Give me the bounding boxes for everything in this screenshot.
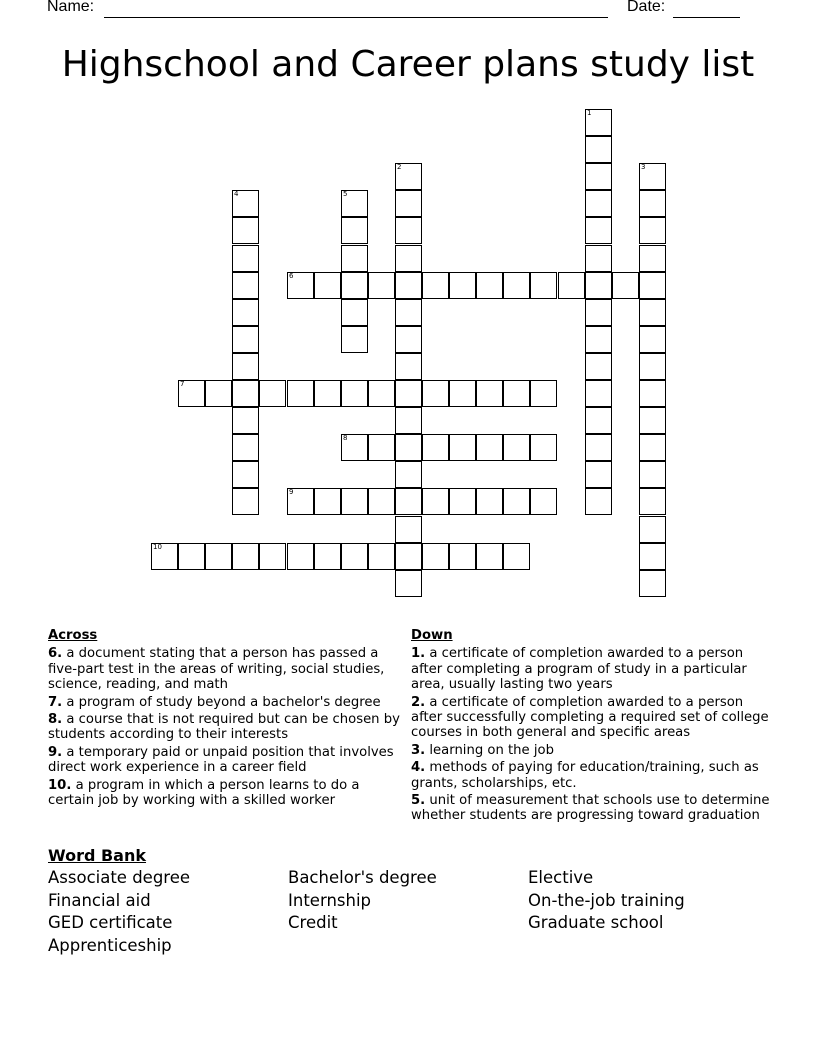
down-clue <box>411 695 771 741</box>
crossword-cell[interactable] <box>639 163 666 190</box>
crossword-cell[interactable] <box>395 407 422 434</box>
crossword-cell[interactable] <box>341 217 368 244</box>
crossword-cell[interactable] <box>476 434 503 461</box>
clue-number: 9. <box>48 744 63 760</box>
crossword-cell[interactable] <box>422 543 449 570</box>
crossword-cell[interactable] <box>476 488 503 515</box>
crossword-cell[interactable] <box>395 299 422 326</box>
clue-number-label: 4 <box>234 190 239 198</box>
crossword-cell[interactable] <box>503 380 530 407</box>
crossword-cell[interactable] <box>503 272 530 299</box>
crossword-cell[interactable] <box>395 245 422 272</box>
crossword-cell[interactable] <box>259 543 286 570</box>
crossword-cell[interactable] <box>422 434 449 461</box>
crossword-cell[interactable] <box>368 543 395 570</box>
crossword-cell[interactable] <box>232 461 259 488</box>
word-bank-item: Apprenticeship <box>48 935 172 955</box>
crossword-cell[interactable] <box>585 326 612 353</box>
crossword-cell[interactable] <box>639 516 666 543</box>
crossword-cell[interactable] <box>395 461 422 488</box>
crossword-cell[interactable] <box>612 272 639 299</box>
crossword-cell[interactable] <box>639 217 666 244</box>
word-bank-item: Credit <box>288 913 338 933</box>
crossword-cell[interactable] <box>422 488 449 515</box>
crossword-cell[interactable] <box>639 461 666 488</box>
crossword-cell[interactable] <box>530 434 557 461</box>
crossword-cell[interactable] <box>530 488 557 515</box>
across-clue <box>48 778 400 809</box>
clue-text: a certificate of completion awarded to a person after completing a program of study in a particular area, usually lasting two years <box>411 646 747 693</box>
clue-text: a document stating that a person has passed a five-part test in the areas of writing, social studies, science, reading, and math <box>48 646 385 693</box>
clue-text: a course that is not required but can be chosen by students according to their interests <box>48 712 400 743</box>
crossword-cell[interactable] <box>585 217 612 244</box>
clue-number: 1. <box>411 646 426 662</box>
crossword-cell[interactable] <box>178 380 205 407</box>
clue-text: a program in which a person learns to do a certain job by working with a skilled worker <box>48 777 360 809</box>
crossword-cell[interactable] <box>287 272 314 299</box>
crossword-cell[interactable] <box>395 488 422 515</box>
crossword-cell[interactable] <box>287 488 314 515</box>
clue-text: unit of measurement that schools use to determine whether students are progressing toward graduation <box>411 793 770 824</box>
crossword-cell[interactable] <box>639 326 666 353</box>
crossword-cell[interactable] <box>449 543 476 570</box>
crossword-cell[interactable] <box>341 326 368 353</box>
crossword-cell[interactable] <box>287 543 314 570</box>
word-bank-item: Graduate school <box>528 913 664 933</box>
word-bank-column-1 <box>48 867 190 957</box>
crossword-cell[interactable] <box>232 434 259 461</box>
crossword-cell[interactable] <box>341 543 368 570</box>
crossword-cell[interactable] <box>287 380 314 407</box>
clue-number-label: 1 <box>587 109 592 117</box>
word-bank-column-3 <box>528 867 685 935</box>
crossword-cell[interactable] <box>639 380 666 407</box>
crossword-cell[interactable] <box>585 272 612 299</box>
crossword-cell[interactable] <box>314 272 341 299</box>
word-bank-item: On-the-job training <box>528 890 685 910</box>
crossword-cell[interactable] <box>422 380 449 407</box>
crossword-cell[interactable] <box>341 299 368 326</box>
word-bank-column-2 <box>288 867 437 935</box>
crossword-cell[interactable] <box>314 488 341 515</box>
crossword-cell[interactable] <box>395 380 422 407</box>
name-label: Name: <box>47 0 95 15</box>
clue-number: 7. <box>48 694 63 710</box>
crossword-cell[interactable] <box>232 380 259 407</box>
word-bank-heading: Word Bank <box>48 846 147 865</box>
crossword-cell[interactable] <box>368 272 395 299</box>
crossword-cell[interactable] <box>639 488 666 515</box>
crossword-cell[interactable] <box>639 245 666 272</box>
crossword-cell[interactable] <box>422 272 449 299</box>
crossword-cell[interactable] <box>151 543 178 570</box>
crossword-cell[interactable] <box>449 434 476 461</box>
clue-number-label: 9 <box>289 488 294 496</box>
crossword-cell[interactable] <box>395 272 422 299</box>
clue-number: 4. <box>411 760 426 776</box>
crossword-cell[interactable] <box>585 109 612 136</box>
clue-text: learning on the job <box>429 742 554 758</box>
across-clue <box>48 646 400 692</box>
crossword-cell[interactable] <box>449 380 476 407</box>
crossword-cell[interactable] <box>449 488 476 515</box>
clue-number: 8. <box>48 712 63 728</box>
crossword-cell[interactable] <box>232 299 259 326</box>
crossword-cell[interactable] <box>449 272 476 299</box>
crossword-cell[interactable] <box>585 163 612 190</box>
clue-text: a program of study beyond a bachelor's degree <box>66 694 381 710</box>
down-clue <box>411 760 771 791</box>
crossword-cell[interactable] <box>395 353 422 380</box>
crossword-cell[interactable] <box>341 434 368 461</box>
word-bank-item: Financial aid <box>48 890 151 910</box>
crossword-cell[interactable] <box>341 190 368 217</box>
clue-number-label: 10 <box>153 543 162 551</box>
crossword-cell[interactable] <box>368 488 395 515</box>
crossword-cell[interactable] <box>232 326 259 353</box>
page-title: Highschool and Career plans study list <box>61 44 755 85</box>
crossword-cell[interactable] <box>585 407 612 434</box>
clue-number-label: 3 <box>641 163 646 171</box>
crossword-cell[interactable] <box>232 245 259 272</box>
crossword-cell[interactable] <box>314 380 341 407</box>
crossword-cell[interactable] <box>259 380 286 407</box>
clue-text: a temporary paid or unpaid position that involves direct work experience in a career field <box>48 744 394 776</box>
crossword-cell[interactable] <box>585 461 612 488</box>
crossword-cell[interactable] <box>639 570 666 597</box>
crossword-cell[interactable] <box>178 543 205 570</box>
clue-number-label: 6 <box>289 272 294 280</box>
crossword-cell[interactable] <box>639 353 666 380</box>
crossword-cell[interactable] <box>395 543 422 570</box>
crossword-cell[interactable] <box>639 190 666 217</box>
down-clues <box>411 628 771 826</box>
crossword-cell[interactable] <box>639 299 666 326</box>
across-clues <box>48 628 400 810</box>
crossword-cell[interactable] <box>639 434 666 461</box>
crossword-cell[interactable] <box>585 380 612 407</box>
crossword-cell[interactable] <box>585 434 612 461</box>
crossword-cell[interactable] <box>232 407 259 434</box>
crossword-cell[interactable] <box>476 543 503 570</box>
word-bank-item: GED certificate <box>48 913 173 933</box>
clue-number-label: 7 <box>180 380 185 388</box>
clue-number-label: 5 <box>343 190 348 198</box>
word-bank-item: Bachelor's degree <box>288 868 437 887</box>
date-label: Date: <box>627 0 666 15</box>
crossword-cell[interactable] <box>232 488 259 515</box>
crossword-cell[interactable] <box>232 217 259 244</box>
clue-text: methods of paying for education/training, such as grants, scholarships, etc. <box>411 760 759 791</box>
crossword-cell[interactable] <box>368 434 395 461</box>
crossword-cell[interactable] <box>205 380 232 407</box>
crossword-cell[interactable] <box>530 380 557 407</box>
clue-number: 10. <box>48 777 72 793</box>
crossword-cell[interactable] <box>395 434 422 461</box>
clue-number: 6. <box>48 646 63 662</box>
down-clue <box>411 793 771 824</box>
across-heading: Across <box>48 628 98 643</box>
crossword-cell[interactable] <box>395 217 422 244</box>
crossword-cell[interactable] <box>341 488 368 515</box>
crossword-cell[interactable] <box>341 272 368 299</box>
down-clue <box>411 743 771 758</box>
crossword-cell[interactable] <box>341 380 368 407</box>
crossword-cell[interactable] <box>205 543 232 570</box>
across-clue <box>48 695 400 710</box>
crossword-cell[interactable] <box>232 353 259 380</box>
crossword-cell[interactable] <box>476 272 503 299</box>
crossword-cell[interactable] <box>395 516 422 543</box>
crossword-cell[interactable] <box>503 543 530 570</box>
crossword-cell[interactable] <box>395 190 422 217</box>
crossword-cell[interactable] <box>503 434 530 461</box>
crossword-cell[interactable] <box>503 488 530 515</box>
crossword-cell[interactable] <box>232 543 259 570</box>
crossword-cell[interactable] <box>232 272 259 299</box>
crossword-cell[interactable] <box>314 543 341 570</box>
crossword-cell[interactable] <box>585 488 612 515</box>
across-clue <box>48 712 400 743</box>
crossword-cell[interactable] <box>341 245 368 272</box>
crossword-cell[interactable] <box>395 570 422 597</box>
crossword-cell[interactable] <box>585 299 612 326</box>
clue-number-label: 2 <box>397 163 402 171</box>
clue-number: 5. <box>411 793 426 809</box>
word-bank-item: Elective <box>528 868 594 887</box>
crossword-cell[interactable] <box>232 190 259 217</box>
crossword-cell[interactable] <box>585 136 612 163</box>
crossword-cell[interactable] <box>476 380 503 407</box>
crossword-cell[interactable] <box>530 272 557 299</box>
crossword-cell[interactable] <box>368 380 395 407</box>
down-clue <box>411 646 771 692</box>
crossword-cell[interactable] <box>585 353 612 380</box>
clue-text: a certificate of completion awarded to a person after successfully completing a required set of college courses in both general and specific areas <box>411 694 769 741</box>
crossword-cell[interactable] <box>639 543 666 570</box>
across-clue <box>48 745 400 776</box>
down-heading: Down <box>411 628 453 643</box>
word-bank-item: Internship <box>288 890 372 910</box>
clue-number-label: 8 <box>343 434 348 442</box>
clue-number: 2. <box>411 694 426 710</box>
word-bank-item: Associate degree <box>48 868 191 887</box>
clue-number: 3. <box>411 742 426 758</box>
crossword-cell[interactable] <box>585 190 612 217</box>
crossword-cell[interactable] <box>395 326 422 353</box>
crossword-cell[interactable] <box>585 245 612 272</box>
crossword-cell[interactable] <box>639 272 666 299</box>
crossword-cell[interactable] <box>395 163 422 190</box>
crossword-cell[interactable] <box>558 272 585 299</box>
crossword-cell[interactable] <box>639 407 666 434</box>
